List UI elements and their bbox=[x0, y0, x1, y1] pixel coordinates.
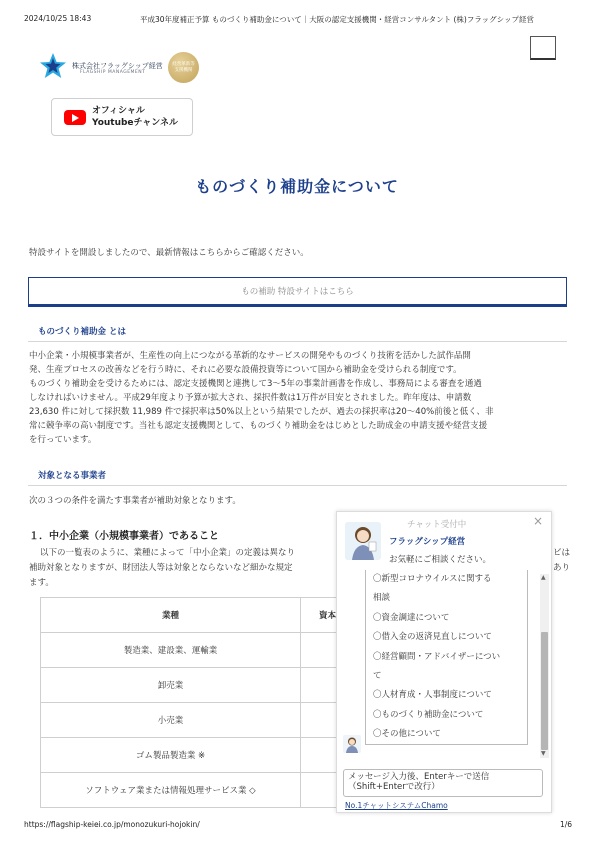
condition-1-line-tail: あり bbox=[553, 563, 571, 573]
chat-close-icon[interactable]: × bbox=[533, 514, 544, 528]
table-cell-industry: ソフトウェア業または情報処理サービス業 ◇ bbox=[41, 773, 301, 808]
section-divider bbox=[28, 341, 567, 342]
badge-line-1: 経営革新等 bbox=[172, 61, 195, 67]
chat-option[interactable]: 〇経営顧問・アドバイザーについ bbox=[373, 651, 501, 662]
about-line: しなければいけません。平成29年度より予算が拡大され、採択件数は1万件が目安とされました。昨年度は、申請数 bbox=[29, 393, 472, 403]
about-line: 中小企業・小規模事業者が、生産性の向上につながる革新的なサービスの開発やものづくり技術を活かした試作品開 bbox=[29, 351, 471, 361]
table-cell-industry: ゴム製品製造業 ※ bbox=[41, 738, 301, 773]
about-line: 発、生産プロセスの改善などを行う時に、それに必要な設備投資等について国から補助金を受けられる制度です。 bbox=[29, 365, 462, 375]
youtube-play-icon bbox=[64, 110, 86, 125]
section-heading-about: ものづくり補助金 とは bbox=[38, 327, 126, 337]
youtube-button-label bbox=[92, 105, 178, 129]
condition-1-title: １．中小企業（小規模事業者）であること bbox=[29, 531, 219, 542]
print-url: https://flagship-keiei.co.jp/monozukuri-hojokin/ bbox=[24, 820, 200, 829]
chat-input-placeholder-line1: メッセージ入力後、Enterキーで送信 bbox=[348, 772, 490, 782]
special-site-button[interactable]: もの補助 特設サイトはこちら bbox=[28, 277, 567, 307]
chat-option[interactable]: 〇新型コロナウイルスに関する bbox=[373, 574, 492, 584]
chat-mini-avatar bbox=[343, 735, 361, 753]
intro-text: 特設サイトを開設しましたので、最新情報はこちらからご確認ください。 bbox=[29, 248, 309, 258]
scroll-up-arrow-icon[interactable]: ▲ bbox=[541, 574, 546, 581]
page-title: ものづくり補助金について bbox=[195, 177, 399, 196]
about-line: 23,630 件に対して採択数 11,989 件で採択率は50%以上という結果でしたが、過去の採択率は20～40%前後と低く、非 bbox=[29, 407, 494, 417]
chat-option[interactable]: 相談 bbox=[373, 593, 391, 604]
certified-badge bbox=[168, 52, 199, 83]
about-line: を行っています。 bbox=[29, 435, 97, 445]
logo-company-name[interactable]: 株式会社フラッグシップ経営 bbox=[72, 62, 163, 70]
chat-option[interactable]: 〇資金調達について bbox=[373, 612, 450, 623]
chat-option[interactable]: 〇ものづくり補助金について bbox=[373, 709, 484, 720]
badge-line-2: 支援機関 bbox=[174, 67, 193, 73]
print-page-number: 1/6 bbox=[560, 820, 573, 829]
print-doc-title: 平成30年度補正予算 ものづくり補助金について｜大阪の認定支援機関・経営コンサルタント (株)フラッグシップ経営 bbox=[140, 15, 535, 24]
about-line: 常に競争率の高い制度です。当社も認定支援機関として、ものづくり補助金をはじめとした助成金の申請支援や経営支援 bbox=[29, 421, 488, 431]
chat-brand-link[interactable]: No.1チャットシステムChamo bbox=[345, 801, 448, 810]
chat-status: チャット受付中 bbox=[407, 520, 467, 530]
table-cell-industry: 卸売業 bbox=[41, 668, 301, 703]
chat-header bbox=[337, 512, 551, 570]
chat-scrollbar[interactable] bbox=[540, 574, 549, 758]
table-cell-industry: 小売業 bbox=[41, 703, 301, 738]
scroll-down-arrow-icon[interactable]: ▼ bbox=[541, 750, 546, 757]
menu-button[interactable] bbox=[530, 36, 556, 60]
condition-1-line: ます。 bbox=[29, 578, 54, 588]
section-heading-eligible: 対象となる事業者 bbox=[38, 471, 107, 481]
chat-widget bbox=[336, 511, 552, 813]
chat-options-list bbox=[365, 570, 528, 745]
chat-message-input[interactable] bbox=[343, 769, 543, 797]
condition-1-line-tail: ビは bbox=[553, 548, 571, 558]
chat-option[interactable]: 〇人材育成・人事制度について bbox=[373, 690, 492, 701]
condition-1-line: 以下の一覧表のように、業種によって「中小企業」の定義は異なり bbox=[40, 548, 296, 558]
table-header-industry: 業種 bbox=[41, 598, 301, 633]
chat-option[interactable]: 〇その他について bbox=[373, 729, 441, 740]
chat-option[interactable]: て bbox=[373, 671, 382, 682]
youtube-label-line2: Youtubeチャンネル bbox=[92, 118, 178, 128]
condition-1-line: 補助対象となりますが、財団法人等は対象とならないなど細かな規定 bbox=[29, 563, 293, 573]
about-paragraph bbox=[29, 349, 574, 447]
chat-option[interactable]: 〇借入金の返済見直しについて bbox=[373, 632, 492, 643]
print-datetime: 2024/10/25 18:43 bbox=[24, 14, 92, 23]
table-header-capital: 資本 bbox=[301, 598, 550, 633]
youtube-label-line1: オフィシャル bbox=[92, 106, 145, 116]
chat-operator-name: フラッグシップ経営 bbox=[389, 537, 466, 547]
chat-input-placeholder-line2: （Shift+Enterで改行） bbox=[348, 782, 440, 792]
youtube-channel-button[interactable] bbox=[51, 98, 193, 136]
section-divider bbox=[28, 485, 567, 486]
chat-operator-avatar bbox=[345, 522, 381, 560]
logo-subtitle: FLAGSHIP MANAGEMENT bbox=[80, 70, 146, 75]
chat-greeting: お気軽にご相談ください。 bbox=[389, 555, 492, 565]
eligible-text: 次の３つの条件を満たす事業者が補助対象となります。 bbox=[29, 496, 241, 506]
table-cell-industry: 製造業、建設業、運輸業 bbox=[41, 633, 301, 668]
chat-scroll-thumb[interactable] bbox=[541, 632, 548, 750]
logo-star-icon[interactable] bbox=[38, 52, 68, 80]
about-line: ものづくり補助金を受けるためには、認定支援機関と連携して3～5年の事業計画書を作成し、事務局による審査を通過 bbox=[29, 379, 482, 389]
